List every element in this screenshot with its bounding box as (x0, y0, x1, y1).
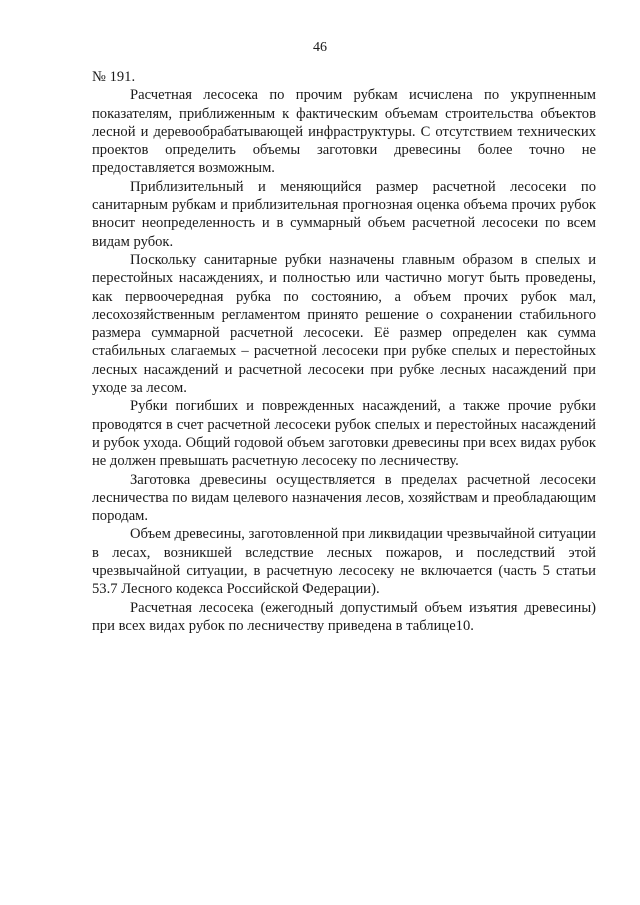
document-lead-line: № 191. (92, 69, 136, 85)
paragraph-stable-allowable-cut: Поскольку санитарные рубки назначены главным образом в спелых и перестойных насаждениях, и полностью или частично могут быть проведены, как первоочередная рубка по состоянию, а объем прочих рубок мал, лесохозяйственным регламентом принято решение о сохранении стабильного размера суммарной расчетной лесосеки. Её размер определен как сумма стабильных слагаемых – расчетной лесосеки при рубке спелых и перестойных лесных насаждений и расчетной лесосеки при рубке лесных насаждений при уходе за лесом. (92, 251, 596, 397)
paragraph-table-reference: Расчетная лесосека (ежегодный допустимый объем изъятия древесины) при всех видах рубок по лесничеству приведена в таблице10. (92, 599, 596, 634)
paragraph-other-cuttings: Расчетная лесосека по прочим рубкам исчислена по укрупненным показателям, приближенным к фактическим объемам строительства объектов лесной и деревообрабатывающей инфраструктуры. С отсутствием технических проектов определить объемы заготовки древесины более точно не предоставляется возможным. (92, 87, 596, 177)
document-body (92, 68, 596, 635)
paragraph-emergency-volume: Объем древесины, заготовленной при ликвидации чрезвычайной ситуации в лесах, возникшей вследствие лесных пожаров, и последствий этой чрезвычайной ситуации, в расчетную лесосеку не включается (часть 5 статьи 53.7 Лесного кодекса Российской Федерации). (92, 526, 596, 598)
paragraph-harvesting-limits: Заготовка древесины осуществляется в пределах расчетной лесосеки лесничества по видам целевого назначения лесов, хозяйствам и преобладающим породам. (92, 471, 596, 525)
paragraph-damaged-stands: Рубки погибших и поврежденных насаждений, а также прочие рубки проводятся в счет расчетной лесосеки рубок спелых и перестойных насаждений и рубок ухода. Общий годовой объем заготовки древесины при всех видах рубок не должен превышать расчетную лесосеку по лесничеству. (92, 398, 596, 470)
paragraph-sanitary-cuttings: Приблизительный и меняющийся размер расчетной лесосеки по санитарным рубкам и приблизительная прогнозная оценка объема прочих рубок вносит неопределенность и в суммарный объем расчетной лесосеки по всем видам рубок. (92, 178, 596, 250)
page-number: 46 (313, 40, 327, 55)
